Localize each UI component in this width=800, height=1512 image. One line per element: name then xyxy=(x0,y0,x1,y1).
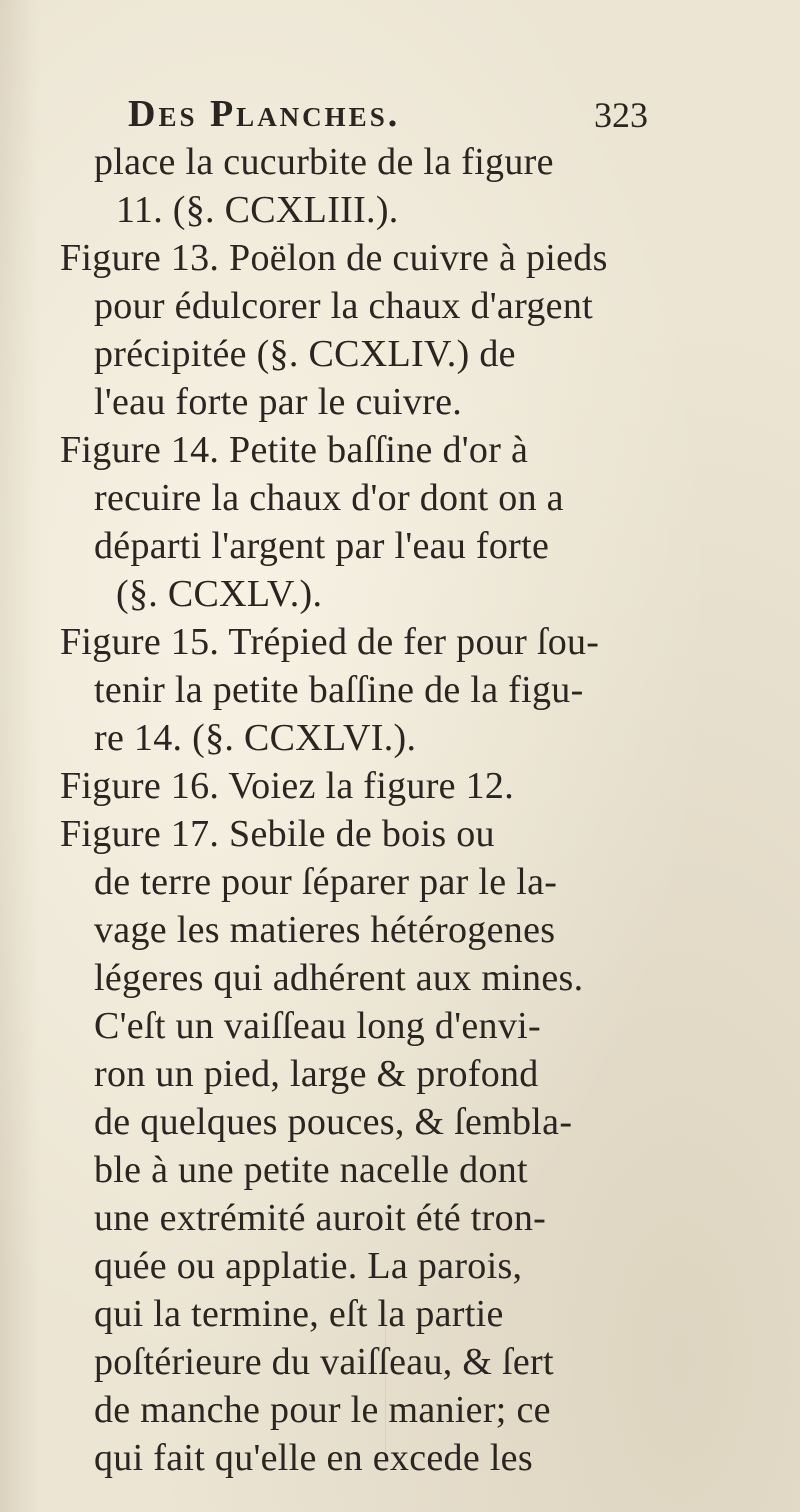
text-line-27: de manche pour le manier; ce xyxy=(94,1389,551,1431)
text-line-15: Figure 17. Sebile de bois ou xyxy=(60,813,495,855)
text-line-3: Figure 13. Poëlon de cuivre à pieds xyxy=(60,237,608,279)
text-line-23: une extrémité auroit été tron- xyxy=(94,1197,547,1239)
text-line-18: légeres qui adhérent aux mines. xyxy=(94,957,584,999)
text-line-26: poſtérieure du vaiſſeau, & ſert xyxy=(94,1341,554,1383)
text-line-12: tenir la petite baſſine de la figu- xyxy=(94,669,584,711)
text-line-14: Figure 16. Voiez la figure 12. xyxy=(60,765,515,807)
text-line-17: vage les matieres hétérogenes xyxy=(94,909,556,951)
text-line-11: Figure 15. Trépied de fer pour ſou- xyxy=(60,621,600,663)
text-line-19: C'eſt un vaiſſeau long d'envi- xyxy=(94,1005,541,1047)
text-line-2: 11. (§. CCXLIII.). xyxy=(116,189,399,231)
text-line-9: départi l'argent par l'eau forte xyxy=(94,525,550,567)
text-line-7: Figure 14. Petite baſſine d'or à xyxy=(60,429,529,471)
text-line-10: (§. CCXLV.). xyxy=(116,573,323,615)
text-line-13: re 14. (§. CCXLVI.). xyxy=(94,717,417,759)
text-line-5: précipitée (§. CCXLIV.) de xyxy=(94,333,516,375)
text-line-28: qui fait qu'elle en excede les xyxy=(94,1437,533,1479)
text-line-24: quée ou applatie. La parois, xyxy=(94,1245,523,1287)
text-line-22: ble à une petite nacelle dont xyxy=(94,1149,528,1191)
text-line-4: pour édulcorer la chaux d'argent xyxy=(94,285,593,327)
text-line-25: qui la termine, eſt la partie xyxy=(94,1293,504,1335)
text-line-1: place la cucurbite de la figure xyxy=(94,141,554,183)
page-number: 323 xyxy=(594,95,648,135)
text-line-8: recuire la chaux d'or dont on a xyxy=(94,477,564,519)
running-title: Des Planches. xyxy=(128,93,401,135)
running-header xyxy=(128,92,648,144)
text-line-21: de quelques pouces, & ſembla- xyxy=(94,1101,573,1143)
text-line-6: l'eau forte par le cuivre. xyxy=(94,381,463,423)
text-line-16: de terre pour ſéparer par le la- xyxy=(94,861,558,903)
text-line-20: ron un pied, large & profond xyxy=(94,1053,539,1095)
